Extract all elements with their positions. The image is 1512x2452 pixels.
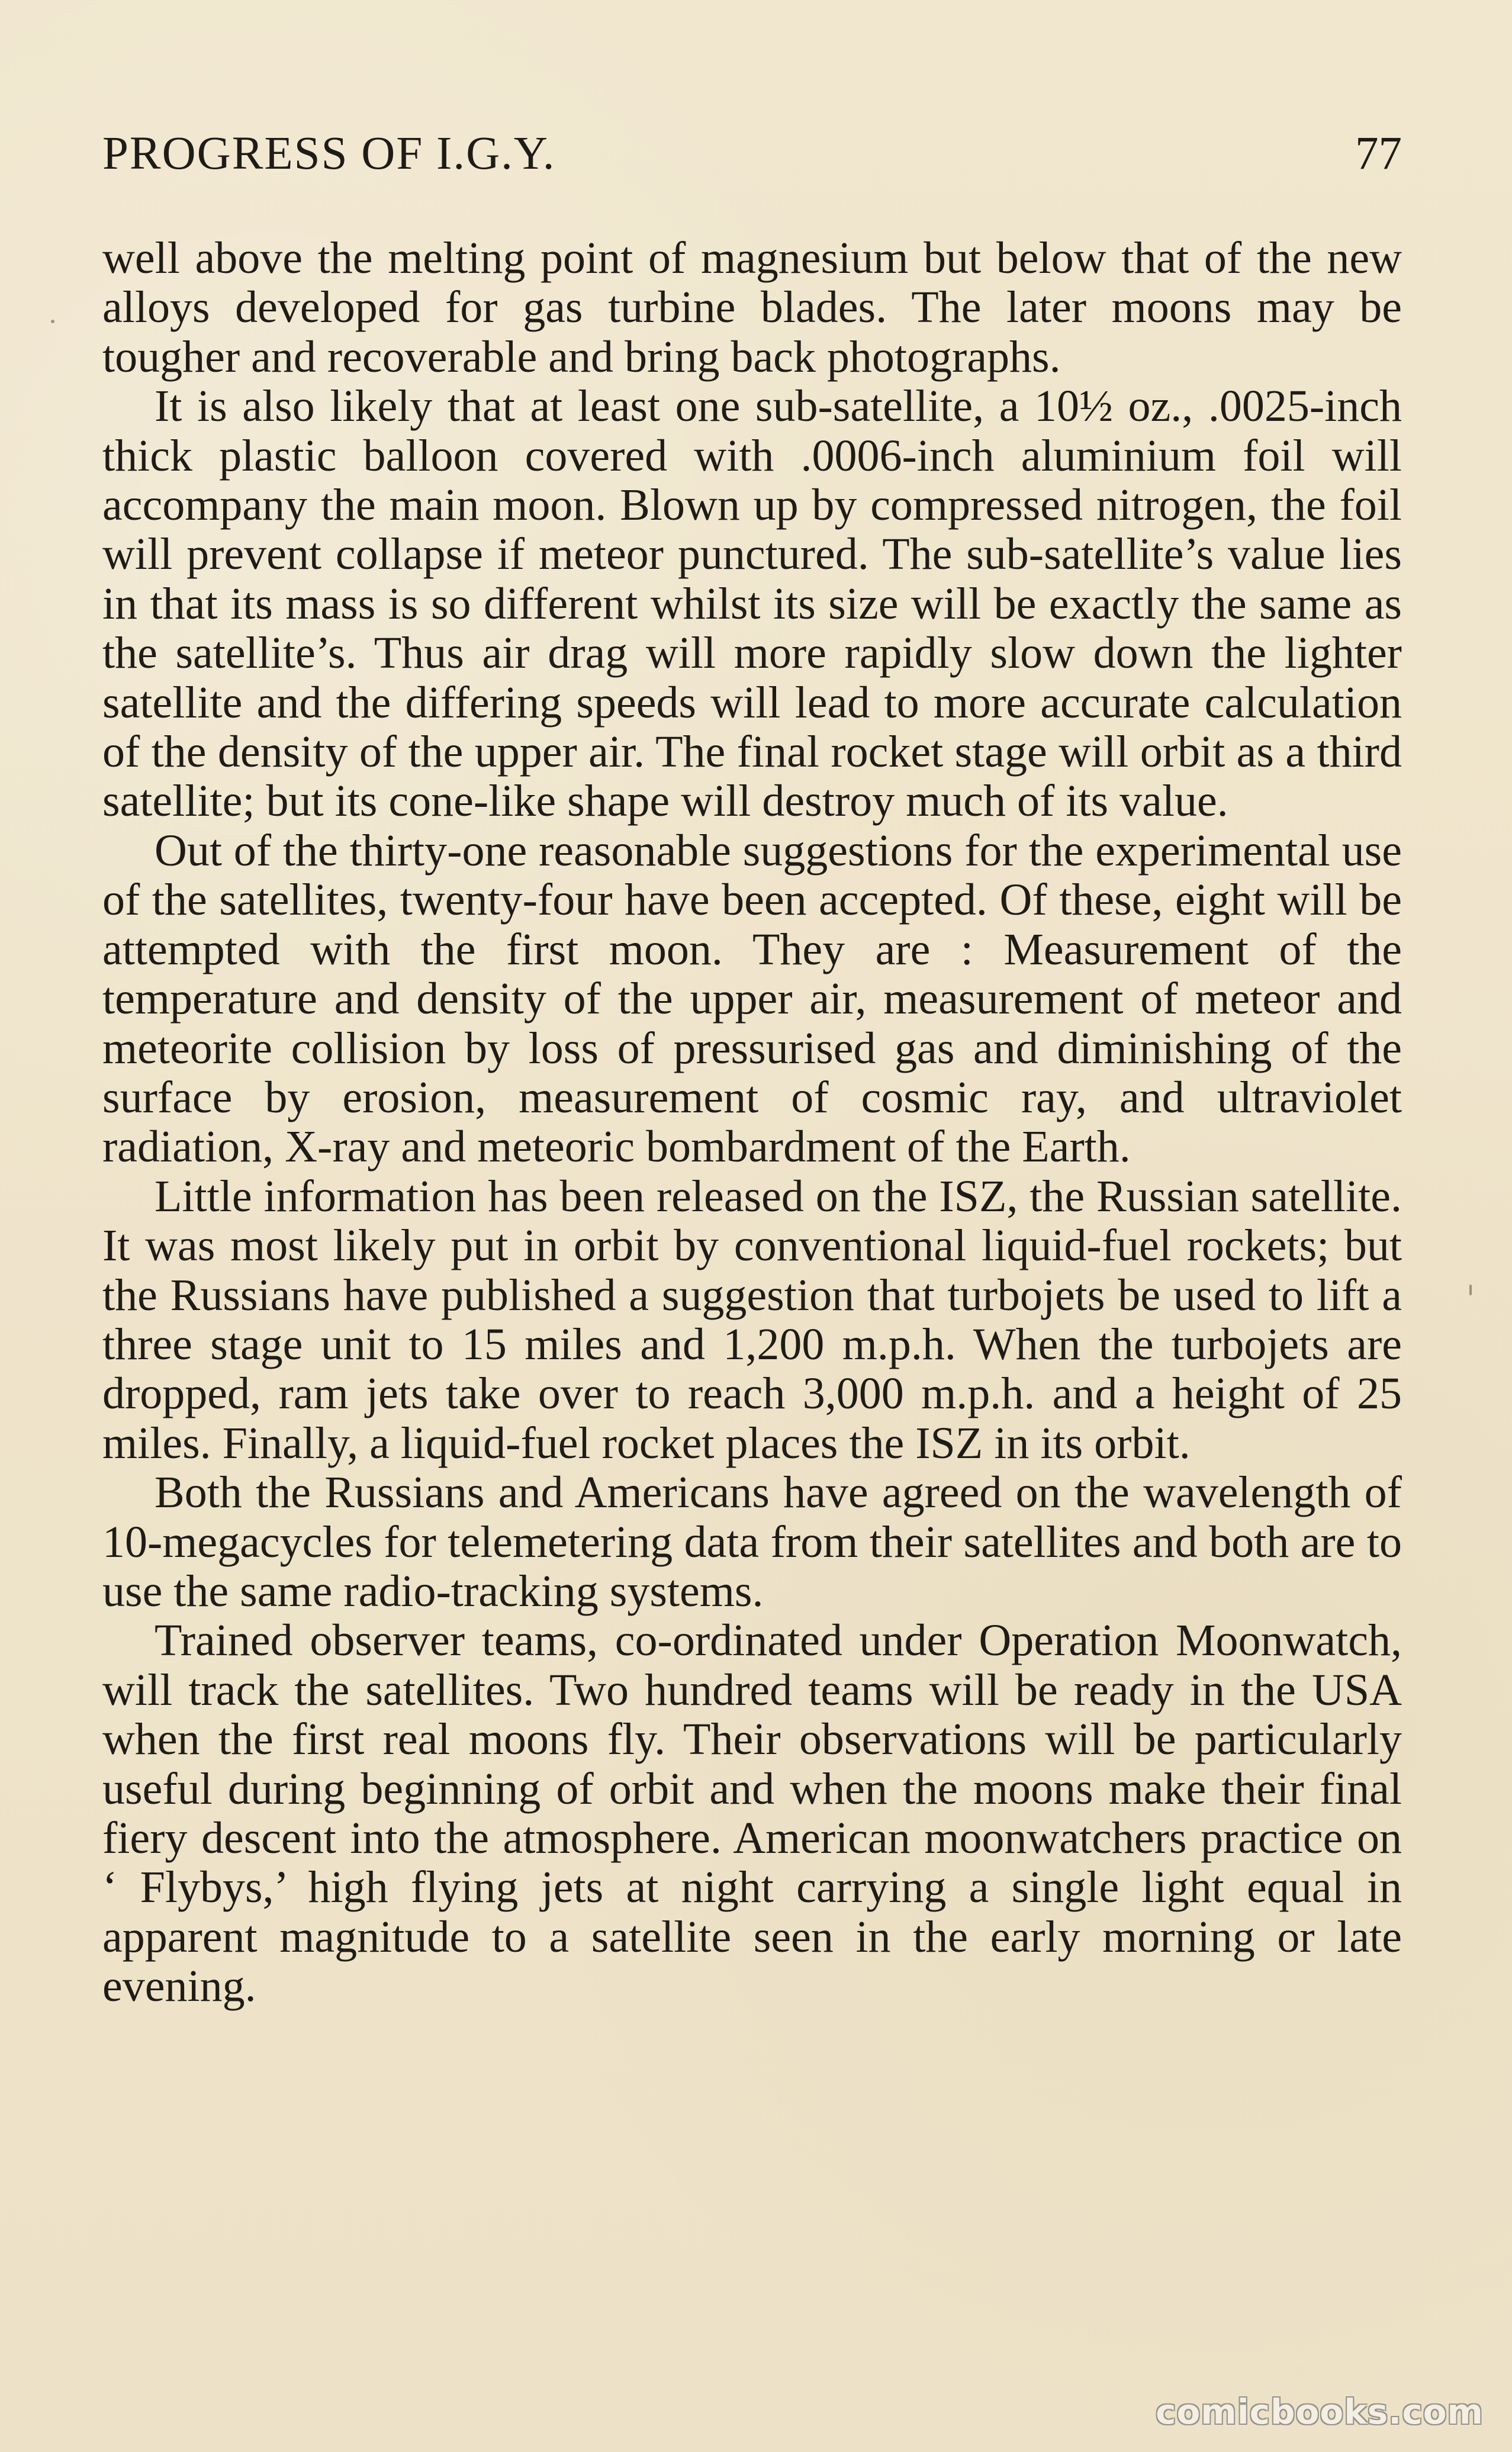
page-number: 77 (1355, 128, 1402, 179)
paper-mark (1469, 1285, 1472, 1295)
body-text (102, 234, 1402, 2012)
chapter-title: PROGRESS OF I.G.Y. (102, 128, 556, 179)
paragraph-telemetry: Both the Russians and Americans have agreed on the wavelength of 10-megacycles for telemetering data from their satellites and both are to use the same radio-tracking systems. (102, 1468, 1402, 1616)
site-watermark: comicbooks.com (1156, 2392, 1484, 2432)
paper-speck (51, 320, 54, 323)
paragraph-sub-satellite: It is also likely that at least one sub-satellite, a 10½ oz., .0025-inch thick plastic balloon covered with .0006-inch aluminium foil will accompany the main moon. Blown up by compressed nitrogen, the foil will prevent collapse if meteor punctured. The sub-satellite’s value lies in that its mass is so different whilst its size will be exactly the same as the satellite’s. Thus air drag will more rapidly slow down the lighter satellite and the differing speeds will lead to more accurate calculation of the density of the upper air. The final rocket stage will orbit as a third satellite; but its cone-like shape will destroy much of its value. (102, 381, 1402, 826)
paragraph-continuation: well above the melting point of magnesium but below that of the new alloys developed for gas turbine blades. The later moons may be tougher and recoverable and bring back photographs. (102, 233, 1402, 382)
paragraph-isz: Little information has been released on the ISZ, the Russian satellite. It was most likely put in orbit by conventional liquid-fuel rockets; but the Russians have published a suggestion that turbojets be used to lift a three stage unit to 15 miles and 1,200 m.p.h. When the turbojets are dropped, ram jets take over to reach 3,000 m.p.h. and a height of 25 miles. Finally, a liquid-fuel rocket places the ISZ in its orbit. (102, 1171, 1402, 1468)
running-header (102, 130, 1402, 177)
paragraph-experiments: Out of the thirty-one reasonable suggestions for the experimental use of the satellites, twenty-four have been accepted. Of these, eight will be attempted with the first moon. They are : Measurement of the temperature and density of the upper air, measurement of meteor and meteorite collision by loss of pressurised gas and diminishing of the surface by erosion, measurement of cosmic ray, and ultraviolet radiation, X-ray and meteoric bombardment of the Earth. (102, 825, 1402, 1172)
paragraph-moonwatch: Trained observer teams, co-ordinated under Operation Moonwatch, will track the satellites. Two hundred teams will be ready in the USA when the first real moons fly. Their observations will be particularly useful during beginning of orbit and when the moons make their final fiery descent into the atmosphere. American moonwatchers practice on ‘ Flybys,’ high flying jets at night carrying a single light equal in apparent magnitude to a satellite seen in the early morning or late evening. (102, 1616, 1402, 2012)
